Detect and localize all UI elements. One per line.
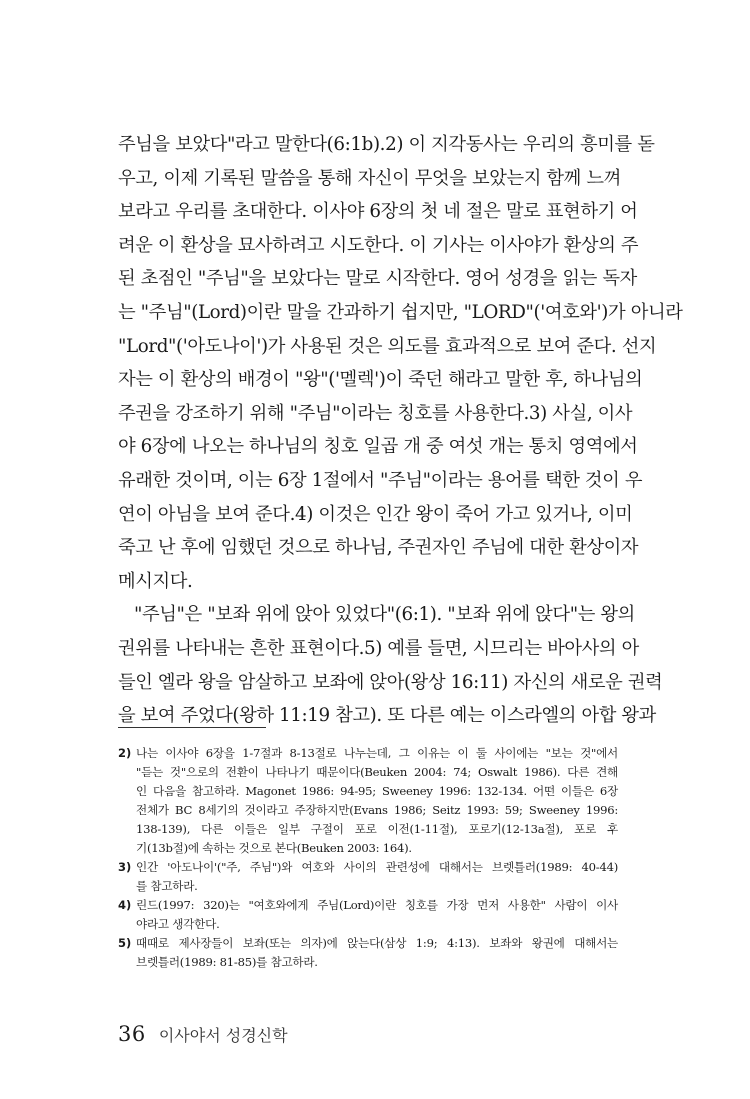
body-line: 들인 엘라 왕을 암살하고 보좌에 앉아(왕상 16:11) 자신의 새로운 권력 — [118, 671, 663, 693]
footnote-line: 인 다음을 참고하라. Magonet 1986: 94-95; Sweeney 1996: 132-134. 어떤 이들은 6장 — [136, 784, 618, 798]
body-line: 주님을 보았다"라고 말한다(6:1b).2) 이 지각동사는 우리의 흥미를 돋 — [118, 134, 655, 155]
body-line: 보라고 우리를 초대한다. 이사야 6장의 첫 네 절은 말로 표현하기 어 — [118, 201, 638, 223]
body-line: 된 초점인 "주님"을 보았다는 말로 시작한다. 영어 성경을 읽는 독자 — [118, 268, 637, 290]
footnote-number: 2) — [118, 746, 132, 760]
body-line: 을 보여 주었다(왕하 11:19 참고). 또 다른 예는 이스라엘의 아합 왕과 — [118, 705, 656, 727]
footnote-line: 때때로 제사장들이 보좌(또는 의자)에 앉는다(삼상 1:9; 4:13). 보좌와 왕권에 대해서는 — [136, 936, 618, 950]
footnote-line: 전체가 BC 8세기의 것이라고 주장하지만(Evans 1986; Seitz 1993: 59; Sweeney 1996: — [136, 803, 618, 817]
page-number: 36 — [118, 1022, 146, 1046]
footnote-number: 4) — [118, 898, 132, 912]
body-line: 연이 아님을 보여 준다.4) 이것은 인간 왕이 죽어 가고 있거나, 이미 — [118, 503, 633, 525]
page-footer — [118, 1022, 288, 1046]
body-line: 야 6장에 나오는 하나님의 칭호 일곱 개 중 여섯 개는 통치 영역에서 — [118, 436, 638, 458]
body-line: 우고, 이제 기록된 말씀을 통해 자신이 무엇을 보았는지 함께 느껴 — [118, 167, 621, 189]
footnote-line: 를 참고하라. — [136, 879, 198, 893]
body-line: 권위를 나타내는 흔한 표현이다.5) 예를 들면, 시므리는 바아사의 아 — [118, 638, 639, 659]
body-line: "Lord"('아도나이')가 사용된 것은 의도를 효과적으로 보여 준다. 선지 — [118, 335, 657, 357]
footnote-rule — [118, 727, 266, 728]
footnote-line: 인간 '아도나이'("주, 주님")와 여호와 사이의 관련성에 대해서는 브렛틀러(1989: 40-44) — [136, 860, 618, 874]
body-line: "주님"은 "보좌 위에 앉아 있었다"(6:1). "보좌 위에 앉다"는 왕의 — [134, 604, 635, 626]
running-title: 이사야서 성경신학 — [158, 1026, 288, 1045]
footnote-line: 기(13b절)에 속하는 것으로 본다(Beuken 2003: 164). — [136, 841, 412, 855]
body-line: 죽고 난 후에 임했던 것으로 하나님, 주권자인 주님에 대한 환상이자 — [118, 537, 639, 559]
footnote-number: 5) — [118, 936, 132, 950]
footnote-line: "듣는 것"으로의 전환이 나타나기 때문이다(Beuken 2004: 74; Oswalt 1986). 다른 견해 — [136, 765, 618, 779]
body-line: 자는 이 환상의 배경이 "왕"('멜렉')이 죽던 해라고 말한 후, 하나님의 — [118, 369, 643, 391]
body-line: 는 "주님"(Lord)이란 말을 간과하기 쉽지만, "LORD"('여호와')가 아니라 — [118, 302, 683, 323]
body-line: 주권을 강조하기 위해 "주님"이라는 칭호를 사용한다.3) 사실, 이사 — [118, 402, 633, 424]
footnote-line: 브렛틀러(1989: 81-85)를 참고하라. — [136, 955, 318, 969]
footnote-line: 야라고 생각한다. — [136, 917, 220, 931]
footnote-line: 나는 이사야 6장을 1-7절과 8-13절로 나누는데, 그 이유는 이 둘 사이에는 "보는 것"에서 — [136, 746, 618, 760]
footnote-line: 린드(1997: 320)는 "여호와에게 주님(Lord)이란 칭호를 가장 먼저 사용한" 사람이 이사 — [136, 898, 618, 912]
body-line: 유래한 것이며, 이는 6장 1절에서 "주님"이라는 용어를 택한 것이 우 — [118, 470, 643, 491]
footnote-line: 138-139), 다른 이들은 일부 구절이 포로 이전(1-11절), 포로기(12-13a절), 포로 후 — [136, 822, 618, 836]
footnote-number: 3) — [118, 860, 132, 874]
body-line: 려운 이 환상을 묘사하려고 시도한다. 이 기사는 이사야가 환상의 주 — [118, 234, 639, 256]
body-line: 메시지다. — [118, 570, 193, 592]
